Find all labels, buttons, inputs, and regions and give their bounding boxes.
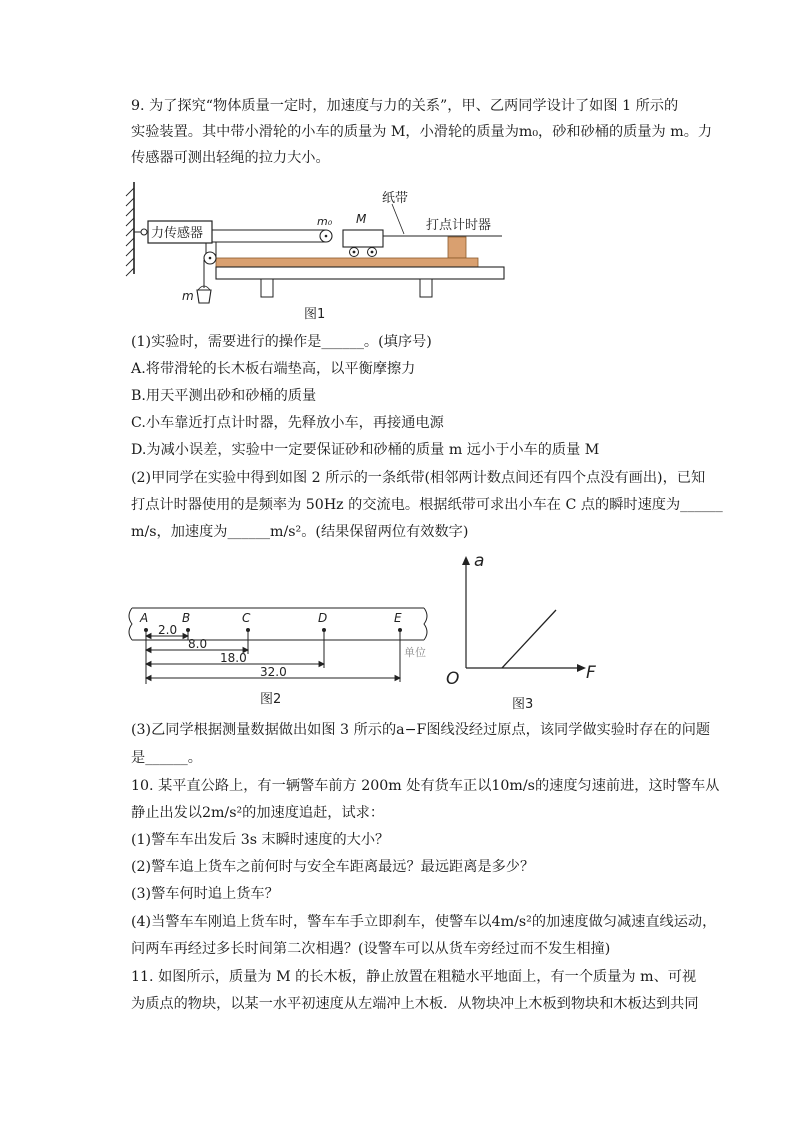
- q9-part-2-line-3: m/s，加速度为______m/s²。(结果保留两位有效数字): [131, 524, 469, 540]
- bucket-mass-label: m: [182, 289, 194, 303]
- figure-1-caption: 图1: [304, 307, 326, 322]
- m0-label: m₀: [317, 215, 333, 228]
- dist-ab: 2.0: [158, 623, 178, 637]
- q10-line-1: 10. 某平直公路上，有一辆警车前方 200m 处有货车正以10m/s的速度匀速前进，这时警车从: [131, 778, 720, 794]
- graph-y-label: a: [474, 551, 485, 571]
- graph-origin: O: [446, 669, 460, 689]
- tape-point-b: B: [182, 611, 191, 625]
- tape-label: 纸带: [382, 191, 409, 206]
- q9-option-d: D.为减小误差，实验中一定要保证砂和砂桶的质量 m 远小于小车的质量 M: [131, 442, 600, 458]
- q9-part-2-line-1: (2)甲同学在实验中得到如图 2 所示的一条纸带(相邻两计数点间还有四个点没有画出)，已知: [131, 470, 706, 486]
- tape-point-d: D: [318, 611, 328, 625]
- tape-point-e: E: [394, 611, 402, 625]
- cart-mass-label: M: [356, 212, 367, 226]
- q10-sub-1: (1)警车车出发后 3s 末瞬时速度的大小？: [131, 832, 390, 848]
- figure-1-apparatus: [120, 178, 520, 326]
- dist-ac: 8.0: [188, 637, 208, 651]
- q9-option-b: B.用天平测出砂和砂桶的质量: [131, 388, 317, 404]
- graph-line: [502, 610, 556, 668]
- q10-sub-3: (3)警车何时追上货车？: [131, 886, 279, 902]
- q9-line-1: 9. 为了探究“物体质量一定时，加速度与力的关系”，甲、乙两同学设计了如图 1 所示的: [131, 98, 679, 114]
- tape-point-a: A: [140, 611, 149, 625]
- q10-sub-2: (2)警车追上货车之前何时与安全车距离最远？最远距离是多少？: [131, 859, 535, 875]
- q9-part-2-line-2: 打点计时器使用的是频率为 50Hz 的交流电。根据纸带可求出小车在 C 点的瞬时速度为______: [131, 497, 723, 513]
- timer-label: 打点计时器: [426, 218, 492, 233]
- graph-x-label: F: [586, 663, 596, 683]
- figure-2-caption: 图2: [260, 692, 282, 707]
- q9-option-a: A.将带滑轮的长木板右端垫高，以平衡摩擦力: [131, 361, 416, 377]
- q9-part-1: (1)实验时，需要进行的操作是______。(填序号): [131, 334, 432, 350]
- q9-line-3: 传感器可测出轻绳的拉力大小。: [131, 150, 330, 166]
- dist-ae: 32.0: [260, 665, 287, 679]
- q9-part-3-line-1: (3)乙同学根据测量数据做出如图 3 所示的a−F图线没经过原点，该同学做实验时存在的问题: [131, 722, 711, 738]
- q10-sub-4-line-1: (4)当警车车刚追上货车时，警车车手立即刹车，使警车以4m/s²的加速度做匀减速直线运动，: [131, 914, 717, 930]
- figure-3-caption: 图3: [512, 697, 534, 712]
- q10-sub-4-line-2: 问两车再经过多长时间第二次相遇？(设警车可以从货车旁经过而不发生相撞): [131, 941, 611, 957]
- q11-line-1: 11. 如图所示，质量为 M 的长木板，静止放置在粗糙水平地面上，有一个质量为 m、可视: [131, 969, 697, 985]
- tape-point-c: C: [242, 611, 251, 625]
- q11-line-2: 为质点的物块，以某一水平初速度从左端冲上木板．从物块冲上木板到物块和木板达到共同: [131, 996, 699, 1012]
- q9-line-2: 实验装置。其中带小滑轮的小车的质量为 M，小滑轮的质量为m₀，砂和砂桶的质量为 m。力: [131, 124, 713, 140]
- figure-3-a-f-graph: [440, 548, 610, 716]
- sensor-label: 力传感器: [151, 226, 204, 241]
- q9-part-3-line-2: 是______。: [131, 750, 202, 766]
- dist-ad: 18.0: [220, 651, 247, 665]
- figure-2-paper-tape: [124, 602, 434, 710]
- unit-label: 单位: [404, 646, 426, 659]
- q9-option-c: C.小车靠近打点计时器，先释放小车，再接通电源: [131, 415, 444, 431]
- q10-line-2: 静止出发以2m/s²的加速度追赶，试求：: [131, 805, 385, 821]
